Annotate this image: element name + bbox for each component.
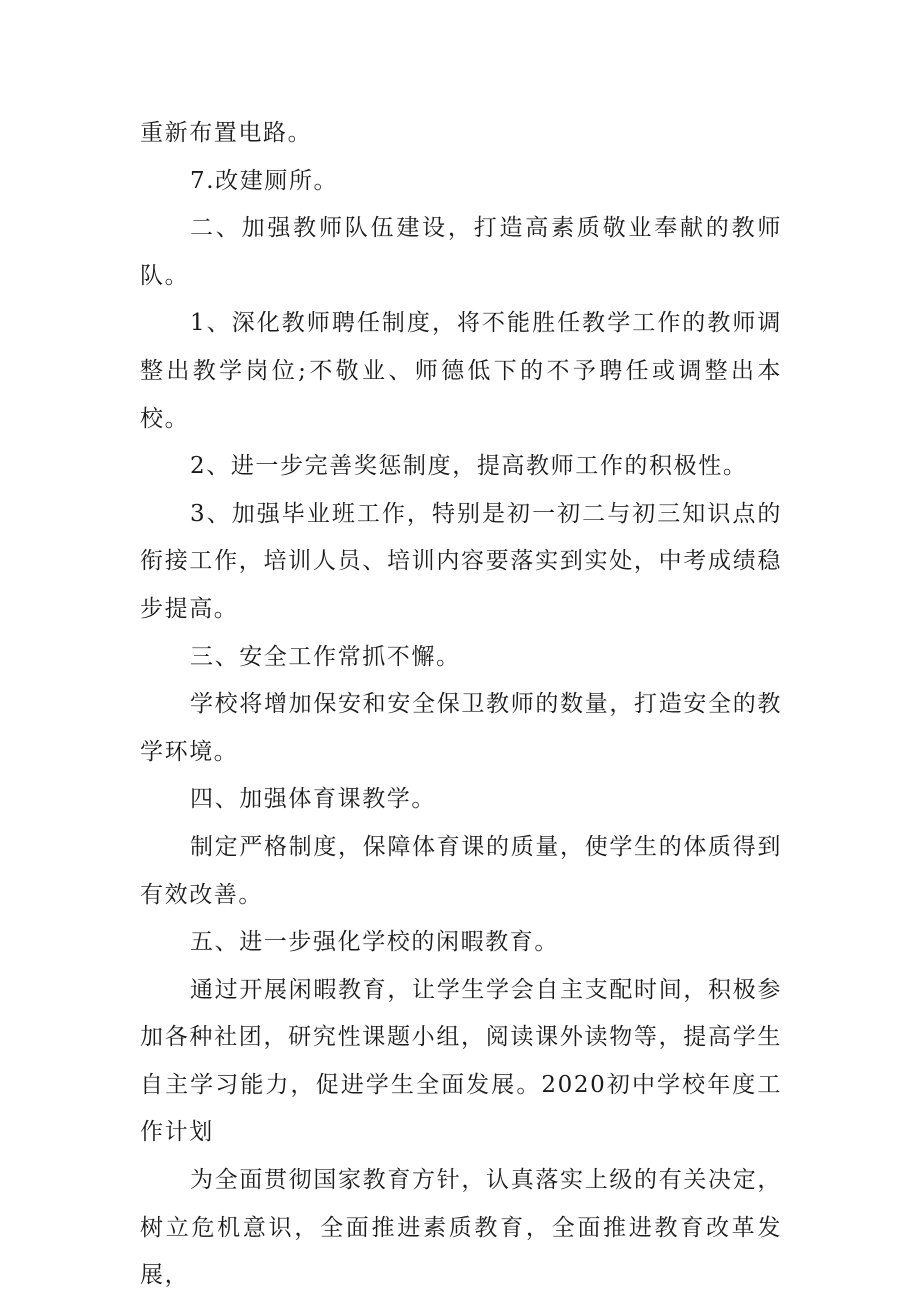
paragraph-9: 四、加强体育课教学。: [190, 786, 436, 813]
paragraph-1: 重新布置电路。: [140, 120, 313, 146]
paragraph-6: 3、加强毕业班工作，特别是初一初二与初三知识点的衔接工作，培训人员、培训内容要落实到实处，中考成绩稳步提高。: [140, 500, 782, 622]
paragraph-3: 二、加强教师队伍建设，打造高素质敬业奉献的教师队。: [140, 215, 782, 289]
paragraph-2: 7.改建厕所。: [190, 167, 339, 194]
paragraph-12: 通过开展闲暇教育，让学生学会自主支配时间，积极参加各种社团，研究性课题小组，阅读课外读物等，提高学生自主学习能力，促进学生全面发展。2020初中学校年度工作计划: [140, 976, 782, 1146]
paragraph-4: 1、深化教师聘任制度，将不能胜任教学工作的教师调整出教学岗位;不敬业、师德低下的不予聘任或调整出本校。: [140, 310, 782, 432]
paragraph-7: 三、安全工作常抓不懈。: [190, 643, 461, 670]
paragraph-8: 学校将增加保安和安全保卫教师的数量，打造安全的教学环境。: [140, 691, 782, 765]
paragraph-11: 五、进一步强化学校的闲暇教育。: [190, 929, 559, 956]
paragraph-10: 制定严格制度，保障体育课的质量，使学生的体质得到有效改善。: [140, 833, 782, 908]
document-body: [140, 110, 782, 1300]
paragraph-5: 2、进一步完善奖惩制度，提高教师工作的积极性。: [190, 453, 748, 480]
paragraph-13: 为全面贯彻国家教育方针，认真落实上级的有关决定，树立危机意识，全面推进素质教育，全面推进教育改革发展，: [140, 1167, 782, 1289]
